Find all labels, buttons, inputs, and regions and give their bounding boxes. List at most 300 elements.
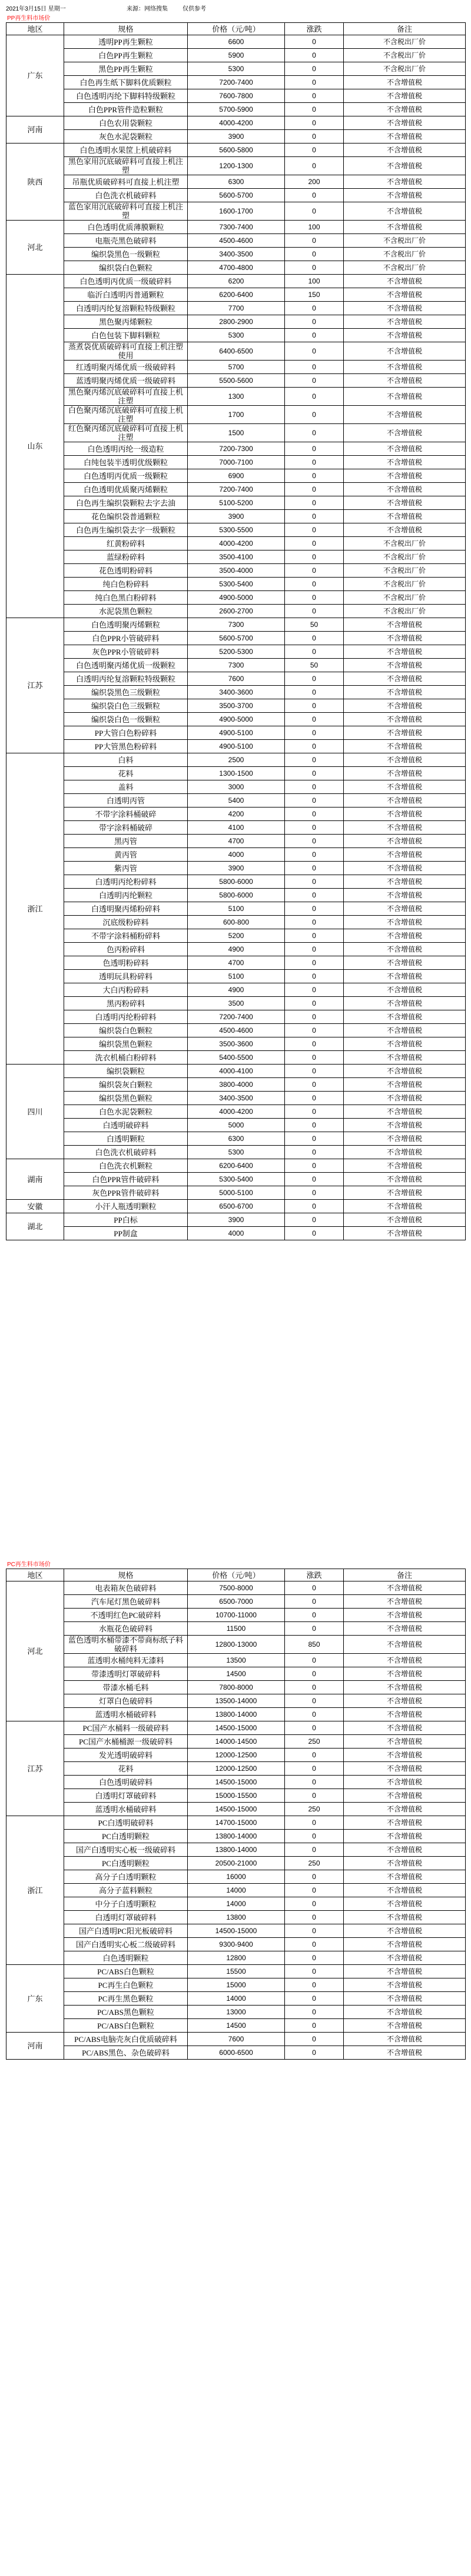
change-cell: 0 <box>285 1924 344 1938</box>
table-row <box>6 632 466 645</box>
pc-table-body <box>6 1581 466 2060</box>
note-cell: 不含税出厂价 <box>344 564 466 578</box>
spec-cell: PC/ABS黑色颗粒 <box>64 2006 188 2019</box>
spec-cell: 黑丙管 <box>64 835 188 848</box>
spec-cell: 黄丙管 <box>64 848 188 862</box>
spec-cell: 白色包装下脚料颗粒 <box>64 329 188 342</box>
change-cell: 50 <box>285 618 344 632</box>
note-cell: 不含增值税 <box>344 89 466 103</box>
spec-cell: PC国产水桶料一级破碎料 <box>64 1721 188 1735</box>
price-cell: 5000-5100 <box>188 1186 285 1200</box>
table-row <box>6 1654 466 1667</box>
table-row <box>6 1735 466 1749</box>
price-cell: 5100 <box>188 970 285 983</box>
spec-cell: PP大管黑色粉碎料 <box>64 740 188 753</box>
table-row <box>6 456 466 469</box>
spec-cell: 白透明颗粒 <box>64 1132 188 1146</box>
price-cell: 3500-3700 <box>188 699 285 713</box>
price-cell: 600-800 <box>188 916 285 929</box>
spec-cell: 带漆水桶毛料 <box>64 1681 188 1694</box>
column-header-price: 价格（元/吨） <box>188 23 285 35</box>
note-cell: 不含增值税 <box>344 1636 466 1654</box>
price-cell: 6300 <box>188 175 285 189</box>
spec-cell: 白色透明颗粒 <box>64 1951 188 1965</box>
table-row <box>6 157 466 175</box>
change-cell: 0 <box>285 157 344 175</box>
spec-cell: 高分子白透明颗粒 <box>64 1870 188 1884</box>
spec-cell: 发光透明破碎料 <box>64 1749 188 1762</box>
change-cell: 0 <box>285 315 344 329</box>
change-cell: 0 <box>285 1654 344 1667</box>
table-row <box>6 35 466 49</box>
change-cell: 0 <box>285 1213 344 1227</box>
note-cell: 不含增值税 <box>344 76 466 89</box>
column-header-note: 备注 <box>344 1569 466 1581</box>
spec-cell: 花色编织袋普通颗粒 <box>64 510 188 523</box>
table-row <box>6 699 466 713</box>
table-row <box>6 794 466 807</box>
price-cell: 6500-6700 <box>188 1200 285 1213</box>
note-cell: 不含增值税 <box>344 1884 466 1897</box>
spec-cell: 蓝透明水桶破碎料 <box>64 1803 188 1816</box>
spec-cell: 白色透明丙纶一级造粒 <box>64 442 188 456</box>
price-cell: 1600-1700 <box>188 202 285 221</box>
price-cell: 5300-5400 <box>188 1173 285 1186</box>
change-cell: 0 <box>285 35 344 49</box>
spec-cell: 编织袋白色三级颗粒 <box>64 699 188 713</box>
spec-cell: 白色再生编织袋去字一级颗粒 <box>64 523 188 537</box>
pp-table-body <box>6 35 466 1240</box>
spec-cell: 透明PP再生颗粒 <box>64 35 188 49</box>
price-cell: 5200-5300 <box>188 645 285 659</box>
spec-cell: 白透明聚丙烯粉碎料 <box>64 902 188 916</box>
change-cell: 0 <box>285 1789 344 1803</box>
spec-cell: 透明玩具粉碎料 <box>64 970 188 983</box>
spec-cell: 吊瓶优质破碎料可直接上机注塑 <box>64 175 188 189</box>
note-cell: 不含税出厂价 <box>344 49 466 62</box>
note-cell: 不含增值税 <box>344 780 466 794</box>
table-row <box>6 1830 466 1843</box>
price-cell: 14700-15000 <box>188 1816 285 1830</box>
table-row <box>6 1581 466 1595</box>
price-cell: 13500 <box>188 1654 285 1667</box>
note-cell: 不含增值税 <box>344 1843 466 1857</box>
change-cell: 0 <box>285 424 344 442</box>
price-cell: 6900 <box>188 469 285 483</box>
spec-cell: 白色透明聚丙烯优质一级颗粒 <box>64 659 188 672</box>
table-row <box>6 144 466 157</box>
table-row <box>6 929 466 943</box>
table-row <box>6 1694 466 1708</box>
price-cell: 7200-7400 <box>188 1010 285 1024</box>
column-header-note: 备注 <box>344 23 466 35</box>
table-row <box>6 1186 466 1200</box>
note-cell: 不含增值税 <box>344 862 466 875</box>
table-row <box>6 2019 466 2033</box>
region-cell: 浙江 <box>6 753 64 1065</box>
change-cell: 0 <box>285 202 344 221</box>
spec-cell: 编织袋白色颗粒 <box>64 1024 188 1037</box>
change-cell: 0 <box>285 672 344 686</box>
change-cell: 0 <box>285 1051 344 1065</box>
change-cell: 0 <box>285 329 344 342</box>
change-cell: 0 <box>285 645 344 659</box>
price-cell: 12000-12500 <box>188 1762 285 1776</box>
price-cell: 4200 <box>188 807 285 821</box>
note-cell: 不含增值税 <box>344 1581 466 1595</box>
price-cell: 3400-3500 <box>188 1092 285 1105</box>
table-row <box>6 388 466 406</box>
note-cell: 不含增值税 <box>344 1708 466 1721</box>
change-cell: 0 <box>285 1776 344 1789</box>
change-cell: 0 <box>285 374 344 388</box>
note-cell: 不含增值税 <box>344 997 466 1010</box>
table-row <box>6 1924 466 1938</box>
region-cell: 江苏 <box>6 618 64 753</box>
note-cell: 不含增值税 <box>344 1965 466 1978</box>
price-cell: 3800-4000 <box>188 1078 285 1092</box>
change-cell: 0 <box>285 889 344 902</box>
table-row <box>6 1897 466 1911</box>
spec-cell: 白色透明水果筐上机破碎料 <box>64 144 188 157</box>
note-cell: 不含增值税 <box>344 1173 466 1186</box>
column-header-region: 地区 <box>6 23 64 35</box>
change-cell: 0 <box>285 956 344 970</box>
change-cell: 0 <box>285 49 344 62</box>
change-cell: 0 <box>285 699 344 713</box>
spec-cell: 带字涂料桶破碎 <box>64 821 188 835</box>
table-row <box>6 916 466 929</box>
change-cell: 0 <box>285 916 344 929</box>
note-cell: 不含增值税 <box>344 713 466 726</box>
price-cell: 13800-14000 <box>188 1830 285 1843</box>
change-cell: 0 <box>285 189 344 202</box>
table-row <box>6 288 466 302</box>
change-cell: 0 <box>285 713 344 726</box>
price-cell: 7800-8000 <box>188 1681 285 1694</box>
change-cell: 0 <box>285 1843 344 1857</box>
region-cell: 湖南 <box>6 1159 64 1200</box>
spec-cell: 白色透明聚丙烯颗粒 <box>64 618 188 632</box>
note-cell: 不含增值税 <box>344 1789 466 1803</box>
change-cell: 0 <box>285 1065 344 1078</box>
table-row <box>6 1622 466 1636</box>
table-row <box>6 483 466 496</box>
spec-cell: 白色水泥袋颗粒 <box>64 1105 188 1119</box>
change-cell: 0 <box>285 144 344 157</box>
change-cell: 0 <box>285 1870 344 1884</box>
table-row <box>6 361 466 374</box>
change-cell: 0 <box>285 1816 344 1830</box>
spec-cell: 白透明丙纶颗粒 <box>64 889 188 902</box>
table-row <box>6 406 466 424</box>
spec-cell: 蓝透明水桶破碎料 <box>64 1708 188 1721</box>
note-cell: 不含增值税 <box>344 1024 466 1037</box>
note-cell: 不含增值税 <box>344 1681 466 1694</box>
change-cell: 0 <box>285 261 344 275</box>
table-row <box>6 1595 466 1609</box>
price-cell: 6200 <box>188 275 285 288</box>
change-cell: 0 <box>285 1681 344 1694</box>
change-cell: 0 <box>285 1992 344 2006</box>
note-cell: 不含增值税 <box>344 1762 466 1776</box>
spec-cell: 色透明粉碎料 <box>64 956 188 970</box>
note-cell: 不含增值税 <box>344 1051 466 1065</box>
table-row <box>6 496 466 510</box>
table-row <box>6 1749 466 1762</box>
note-cell: 不含增值税 <box>344 1870 466 1884</box>
price-cell: 6200-6400 <box>188 288 285 302</box>
spec-cell: 带漆透明灯罩破碎料 <box>64 1667 188 1681</box>
spec-cell: 纯白色粉碎料 <box>64 578 188 591</box>
note-cell: 不含增值税 <box>344 1911 466 1924</box>
change-cell: 0 <box>285 1667 344 1681</box>
price-cell: 7200-7400 <box>188 483 285 496</box>
spec-cell: PC再生白色颗粒 <box>64 1978 188 1992</box>
change-cell: 0 <box>285 821 344 835</box>
table-row <box>6 1992 466 2006</box>
note-cell: 不含增值税 <box>344 956 466 970</box>
price-cell: 3900 <box>188 862 285 875</box>
spec-cell: PP大管白色粉碎料 <box>64 726 188 740</box>
note-cell: 不含税出厂价 <box>344 234 466 248</box>
table-row <box>6 686 466 699</box>
note-cell: 不含增值税 <box>344 686 466 699</box>
spec-cell: 白透明丙管 <box>64 794 188 807</box>
change-cell: 0 <box>285 523 344 537</box>
price-cell: 7200-7300 <box>188 442 285 456</box>
report-date: 2021年3月15日 星期一 <box>6 5 66 12</box>
change-cell: 0 <box>285 406 344 424</box>
table-row <box>6 1776 466 1789</box>
price-cell: 15000-15500 <box>188 1789 285 1803</box>
spec-cell: 汽车尾灯黑色破碎料 <box>64 1595 188 1609</box>
region-cell: 四川 <box>6 1065 64 1159</box>
table-row <box>6 2033 466 2046</box>
price-cell: 5300 <box>188 62 285 76</box>
region-cell: 河北 <box>6 1581 64 1721</box>
price-cell: 4000-4200 <box>188 1105 285 1119</box>
source-label: 来源：网络搜集 <box>127 5 168 12</box>
change-cell: 0 <box>285 550 344 564</box>
table-row <box>6 202 466 221</box>
note-cell: 不含增值税 <box>344 329 466 342</box>
table-row <box>6 848 466 862</box>
table-row <box>6 1803 466 1816</box>
table-row <box>6 1119 466 1132</box>
spec-cell: 白色透明丙优质一级颗粒 <box>64 469 188 483</box>
change-cell: 0 <box>285 342 344 361</box>
spec-cell: 白色PPR管件造粒颗粒 <box>64 103 188 116</box>
header-line <box>6 4 465 12</box>
column-header-region: 地区 <box>6 1569 64 1581</box>
note-cell: 不含增值税 <box>344 740 466 753</box>
change-cell: 0 <box>285 1978 344 1992</box>
table-row <box>6 1037 466 1051</box>
note-cell: 不含增值税 <box>344 1092 466 1105</box>
spec-cell: PC白透明破碎料 <box>64 1816 188 1830</box>
change-cell: 0 <box>285 103 344 116</box>
spec-cell: 白色PPR管件破碎料 <box>64 1173 188 1186</box>
change-cell: 0 <box>285 1200 344 1213</box>
change-cell: 0 <box>285 1911 344 1924</box>
spec-cell: 国产白透明实心板一级破碎料 <box>64 1843 188 1857</box>
price-cell: 5600-5700 <box>188 189 285 202</box>
change-cell: 0 <box>285 388 344 406</box>
table-row <box>6 62 466 76</box>
spec-cell: PC白透明颗粒 <box>64 1830 188 1843</box>
table-row <box>6 302 466 315</box>
table-row <box>6 469 466 483</box>
note-cell: 不含增值税 <box>344 1816 466 1830</box>
note-cell: 不含增值税 <box>344 1186 466 1200</box>
note-cell: 不含增值税 <box>344 848 466 862</box>
price-cell: 4000-4200 <box>188 537 285 550</box>
change-cell: 0 <box>285 1938 344 1951</box>
change-cell: 0 <box>285 62 344 76</box>
note-cell: 不含增值税 <box>344 1667 466 1681</box>
change-cell: 0 <box>285 970 344 983</box>
table-row <box>6 248 466 261</box>
change-cell: 0 <box>285 835 344 848</box>
change-cell: 0 <box>285 116 344 130</box>
change-cell: 0 <box>285 361 344 374</box>
pc-section-title: PC再生料市场价 <box>7 1561 51 1568</box>
price-cell: 5400 <box>188 794 285 807</box>
price-cell: 3500-4100 <box>188 550 285 564</box>
change-cell: 0 <box>285 1830 344 1843</box>
spec-cell: 白色透明丙优质一级破碎料 <box>64 275 188 288</box>
note-cell: 不含增值税 <box>344 175 466 189</box>
price-cell: 14000 <box>188 1884 285 1897</box>
spec-cell: 白色透明破碎料 <box>64 1776 188 1789</box>
change-cell: 0 <box>285 1762 344 1776</box>
spec-cell: 白色洗衣机颗粒 <box>64 1159 188 1173</box>
table-row <box>6 1870 466 1884</box>
note-cell: 不含增值税 <box>344 189 466 202</box>
table-row <box>6 374 466 388</box>
table-row <box>6 713 466 726</box>
note-cell: 不含增值税 <box>344 794 466 807</box>
spec-cell: 蓝绿粉碎料 <box>64 550 188 564</box>
price-cell: 12800 <box>188 1951 285 1965</box>
change-cell: 0 <box>285 1708 344 1721</box>
table-row <box>6 103 466 116</box>
change-cell: 0 <box>285 1024 344 1037</box>
note-cell: 不含增值税 <box>344 821 466 835</box>
spec-cell: 沉底级粉碎料 <box>64 916 188 929</box>
change-cell: 0 <box>285 1721 344 1735</box>
table-row <box>6 997 466 1010</box>
price-cell: 14500-15000 <box>188 1924 285 1938</box>
change-cell: 0 <box>285 1186 344 1200</box>
change-cell: 0 <box>285 89 344 103</box>
table-row <box>6 875 466 889</box>
table-row <box>6 1024 466 1037</box>
price-cell: 9300-9400 <box>188 1938 285 1951</box>
change-cell: 0 <box>285 1092 344 1105</box>
spec-cell: 蓝色家用沉底破碎料可直接上机注塑 <box>64 202 188 221</box>
price-cell: 5800-6000 <box>188 875 285 889</box>
table-row <box>6 1065 466 1078</box>
note-cell: 不含增值税 <box>344 943 466 956</box>
spec-cell: 白透明丙纶粉碎料 <box>64 875 188 889</box>
change-cell: 0 <box>285 1694 344 1708</box>
spec-cell: 黑丙粉碎料 <box>64 997 188 1010</box>
spec-cell: 白色透明优质聚丙烯颗粒 <box>64 483 188 496</box>
note-cell: 不含增值税 <box>344 1595 466 1609</box>
change-cell: 0 <box>285 591 344 605</box>
change-cell: 0 <box>285 1105 344 1119</box>
table-row <box>6 1978 466 1992</box>
change-cell: 0 <box>285 2046 344 2060</box>
note-cell: 不含增值税 <box>344 1938 466 1951</box>
note-cell: 不含增值税 <box>344 1622 466 1636</box>
change-cell: 0 <box>285 2006 344 2019</box>
change-cell: 0 <box>285 248 344 261</box>
spec-cell: 编织袋白色颗粒 <box>64 261 188 275</box>
table-row <box>6 645 466 659</box>
note-cell: 不含增值税 <box>344 523 466 537</box>
price-cell: 4900-5000 <box>188 713 285 726</box>
table-row <box>6 1843 466 1857</box>
table-row <box>6 1884 466 1897</box>
price-cell: 4700 <box>188 835 285 848</box>
note-cell: 不含增值税 <box>344 699 466 713</box>
note-cell: 不含增值税 <box>344 929 466 943</box>
price-cell: 4100 <box>188 821 285 835</box>
change-cell: 0 <box>285 1173 344 1186</box>
region-cell: 浙江 <box>6 1816 64 1965</box>
note-cell: 不含税出厂价 <box>344 35 466 49</box>
pp-price-table <box>6 22 466 1240</box>
note-cell: 不含增值税 <box>344 1078 466 1092</box>
price-cell: 13800-14000 <box>188 1843 285 1857</box>
price-cell: 7300 <box>188 618 285 632</box>
spec-cell: 白料 <box>64 753 188 767</box>
table-row <box>6 510 466 523</box>
table-row <box>6 116 466 130</box>
price-cell: 5300-5400 <box>188 578 285 591</box>
spec-cell: 白透明丙纶复溶颗粒特级颗粒 <box>64 302 188 315</box>
spec-cell: 高分子蓝料颗粒 <box>64 1884 188 1897</box>
note-cell: 不含增值税 <box>344 406 466 424</box>
spec-cell: 盖料 <box>64 780 188 794</box>
change-cell: 0 <box>285 510 344 523</box>
note-cell: 不含增值税 <box>344 1037 466 1051</box>
price-cell: 14000-14500 <box>188 1735 285 1749</box>
price-cell: 6300 <box>188 1132 285 1146</box>
spec-cell: PC再生黑色颗粒 <box>64 1992 188 2006</box>
note-cell: 不含增值税 <box>344 875 466 889</box>
table-row <box>6 1213 466 1227</box>
note-cell: 不含增值税 <box>344 374 466 388</box>
price-cell: 5100-5200 <box>188 496 285 510</box>
table-row <box>6 1146 466 1159</box>
table-row <box>6 1762 466 1776</box>
table-row <box>6 275 466 288</box>
spec-cell: 花料 <box>64 1762 188 1776</box>
price-cell: 14000 <box>188 1897 285 1911</box>
change-cell: 0 <box>285 2033 344 2046</box>
table-row <box>6 1816 466 1830</box>
note-cell: 不含增值税 <box>344 726 466 740</box>
note-cell: 不含增值税 <box>344 221 466 234</box>
note-cell: 不含增值税 <box>344 275 466 288</box>
spec-cell: PC/ABS白色颗粒 <box>64 1965 188 1978</box>
price-cell: 5300-5500 <box>188 523 285 537</box>
note-cell: 不含税出厂价 <box>344 550 466 564</box>
